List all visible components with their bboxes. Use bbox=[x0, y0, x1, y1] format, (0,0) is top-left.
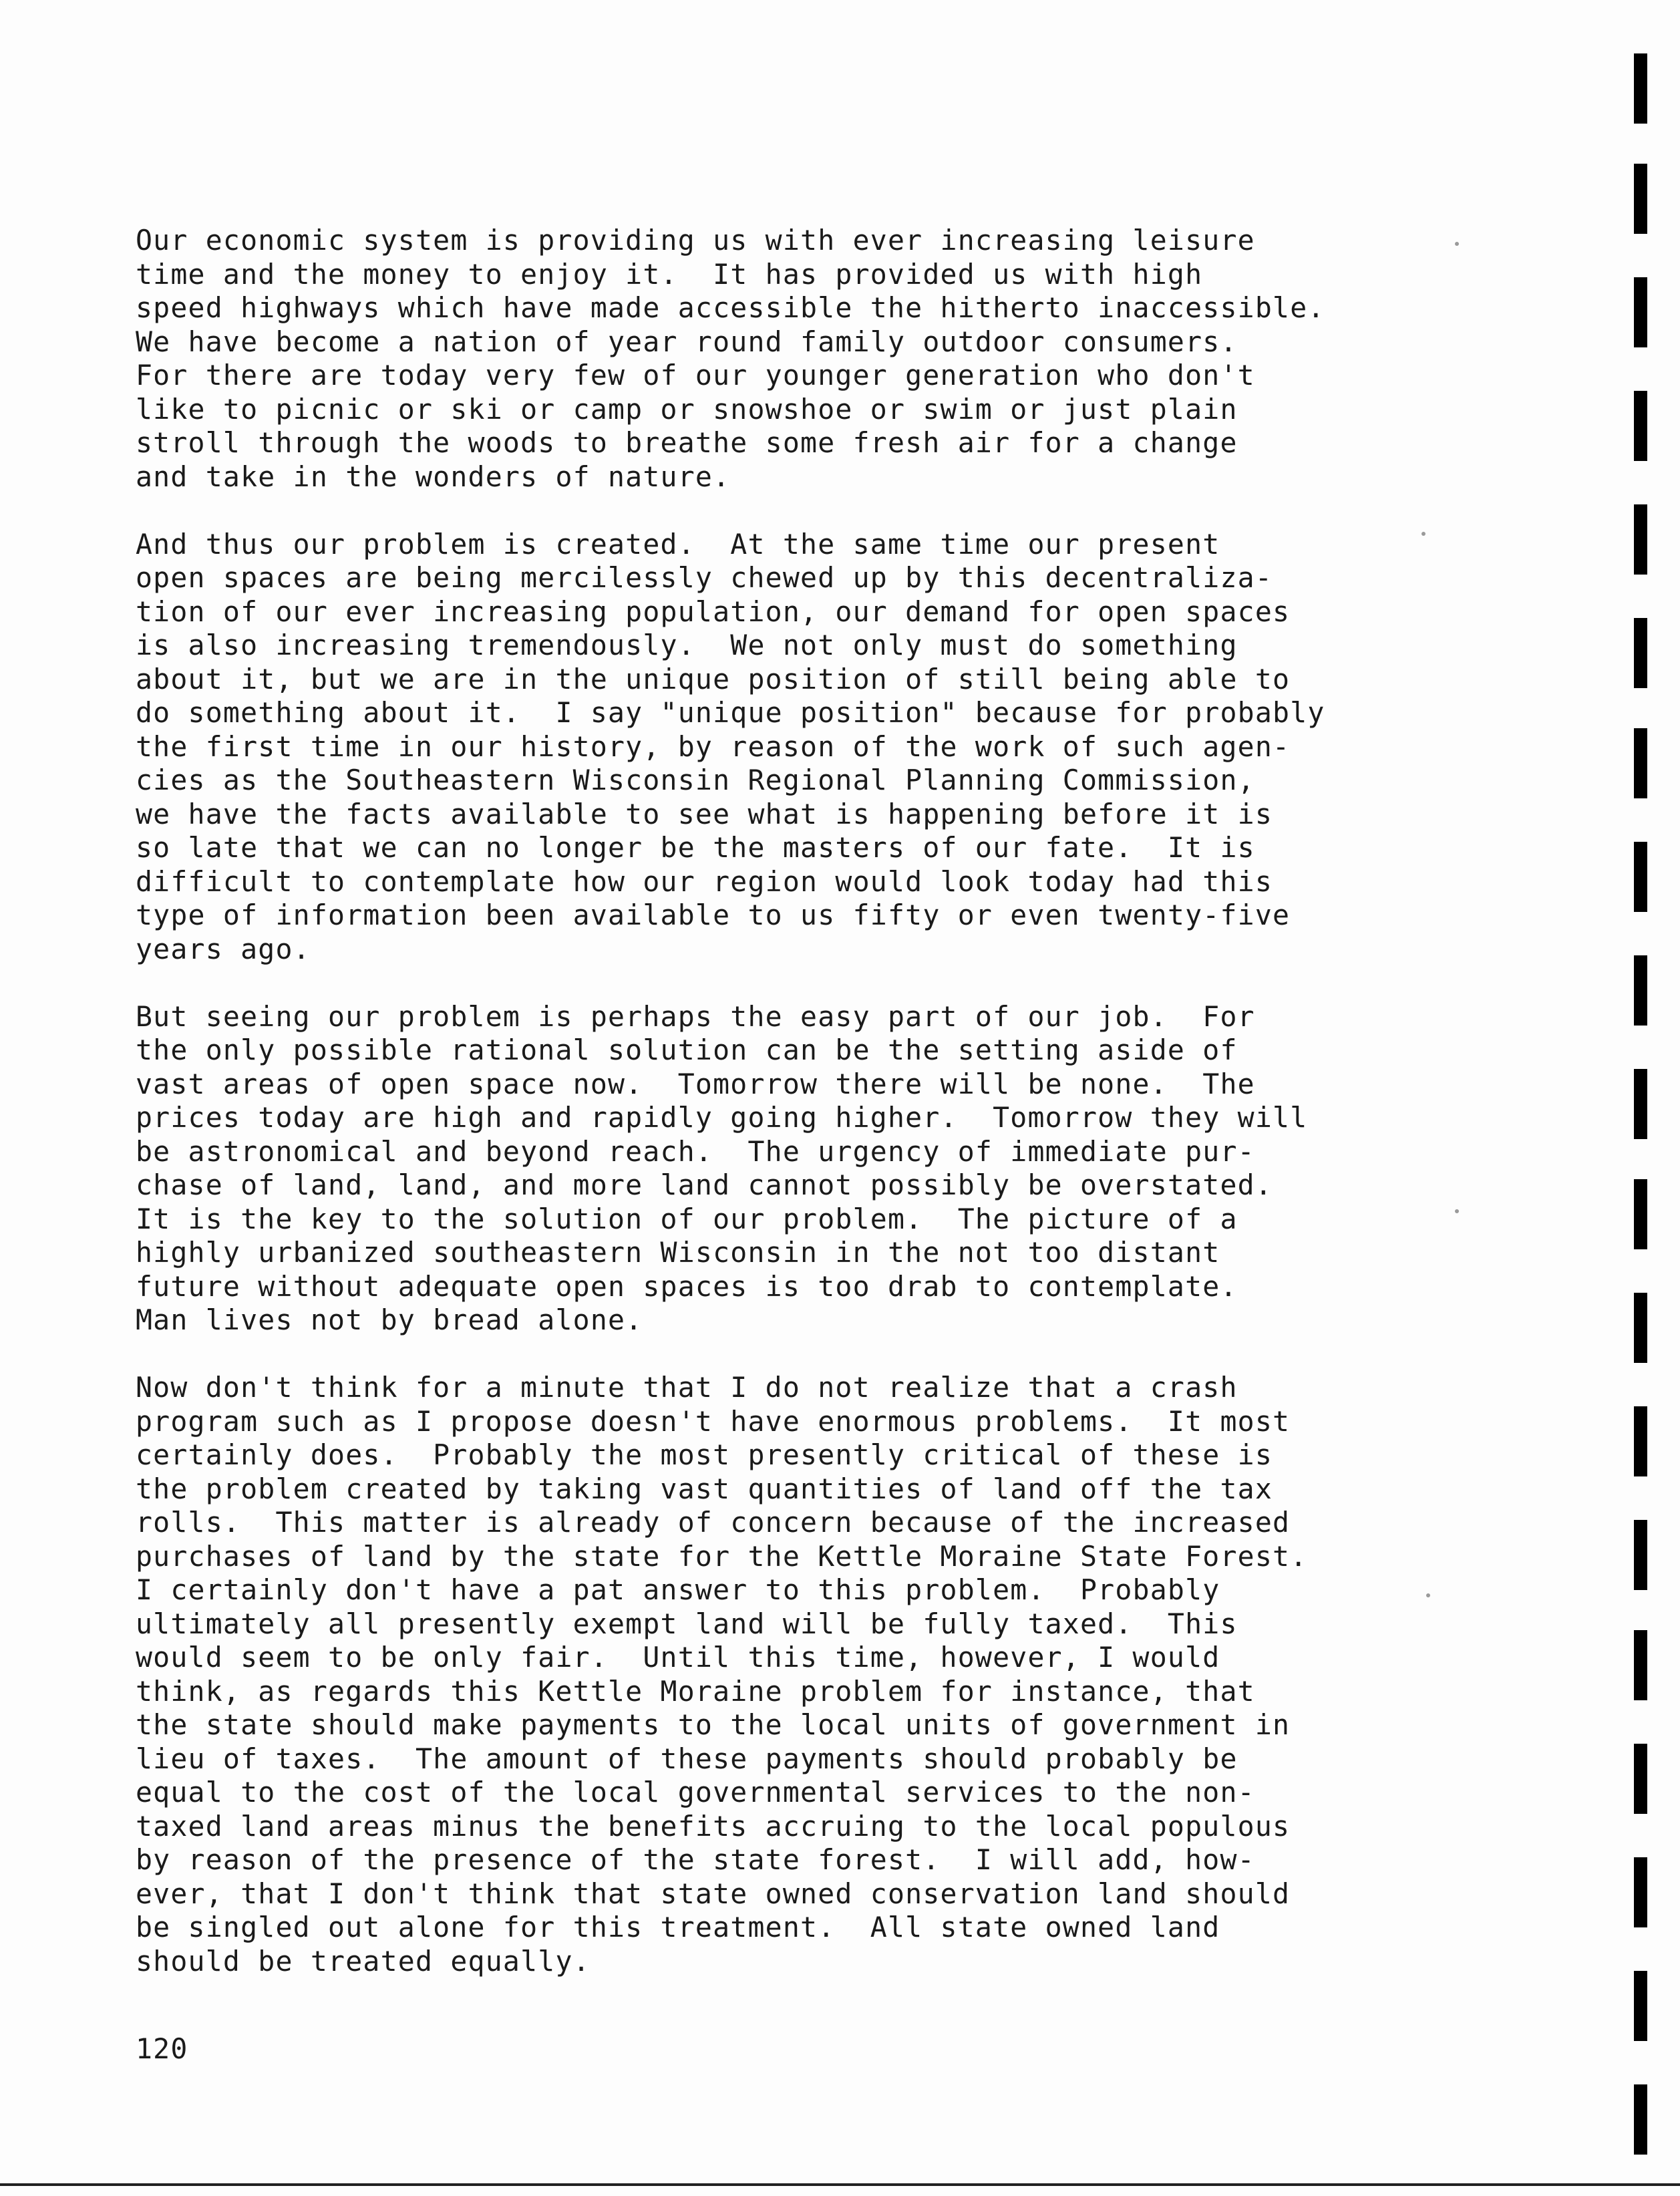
edge-mark bbox=[1634, 955, 1647, 1026]
edge-mark bbox=[1634, 391, 1647, 461]
scan-bottom-edge bbox=[0, 2183, 1680, 2186]
paragraph-problem-created: And thus our problem is created. At the same time our present open spaces are being mercilessly chewed up by this decentraliza- tion of our ever increasing population, our demand for open spaces is also increasing tremendously. We not only must do something about it, but we are in the unique position of still being able to do something about it. I say "unique position" because for probably the first time in our history, by reason of the work of such agen- cies as the Southeastern Wisconsin Regional Planning Commission, we have the facts available to see what is happening before it is so late that we can no longer be the masters of our fate. It is difficult to contemplate how our region would look today had this type of information been available to us fifty or even twenty-five years ago. bbox=[136, 527, 1325, 965]
edge-mark bbox=[1634, 728, 1647, 798]
edge-mark bbox=[1634, 1406, 1647, 1476]
edge-mark bbox=[1634, 2084, 1647, 2155]
edge-mark bbox=[1634, 1520, 1647, 1590]
edge-mark bbox=[1634, 277, 1647, 347]
edge-mark bbox=[1634, 842, 1647, 912]
paragraph-tax-problem: Now don't think for a minute that I do not realize that a crash program such as I propose doesn't have enormous problems. It most certainly does. Probably the most presently critical of these is the problem created by taking vast quantities of land off the tax rolls. This matter is already of concern because of the increased purchases of land by the state for the Kettle Moraine State Forest. I certainly don't have a pat answer to this problem. Probably ultimately all presently exempt land will be fully taxed. This would seem to be only fair. Until this time, however, I would think, as regards this Kettle Moraine problem for instance, that the state should make payments to the local units of government in lieu of taxes. The amount of these payments should probably be equal to the cost of the local governmental services to the non- taxed land areas minus the benefits accruing to the local populous by reason of the presence of the state forest. I will add, how- ever, that I don't think that state owned conservation land should be singled out alone for this treatment. All state owned land should be treated equally. bbox=[136, 1371, 1308, 1978]
edge-mark bbox=[1634, 1971, 1647, 2041]
edge-mark bbox=[1634, 1293, 1647, 1363]
edge-mark bbox=[1634, 1744, 1647, 1814]
edge-mark bbox=[1634, 1069, 1647, 1139]
edge-mark bbox=[1634, 1630, 1647, 1700]
body-text bbox=[136, 224, 1512, 2012]
scan-edge-marks bbox=[1634, 0, 1649, 2196]
paragraph-leisure: Our economic system is providing us with ever increasing leisure time and the money to enjoy it. It has provided us with high speed highways which have made accessible the hitherto inaccessible. We have become a nation of year round family outdoor consumers. For there are today very few of our younger generation who don't like to picnic or ski or camp or snowshoe or swim or just plain stroll through the woods to breathe some fresh air for a change and take in the wonders of nature. bbox=[136, 224, 1325, 493]
edge-mark bbox=[1634, 504, 1647, 575]
edge-mark bbox=[1634, 1857, 1647, 1927]
edge-mark bbox=[1634, 1179, 1647, 1249]
scan-speck bbox=[1455, 1209, 1459, 1213]
scan-speck bbox=[1455, 242, 1459, 246]
scan-speck bbox=[1426, 1593, 1430, 1597]
edge-mark bbox=[1634, 618, 1647, 688]
edge-mark bbox=[1634, 164, 1647, 234]
paragraph-solution: But seeing our problem is perhaps the easy part of our job. For the only possible rational solution can be the setting aside of vast areas of open space now. Tomorrow there will be none. The prices today are high and rapidly going higher. Tomorrow they will be astronomical and beyond reach. The urgency of immediate pur- chase of land, land, and more land cannot possibly be overstated. It is the key to the solution of our problem. The picture of a highly urbanized southeastern Wisconsin in the not too distant future without adequate open spaces is too drab to contemplate. Man lives not by bread alone. bbox=[136, 999, 1308, 1336]
edge-mark bbox=[1634, 53, 1647, 124]
page-number: 120 bbox=[136, 2032, 188, 2065]
scan-speck bbox=[1421, 532, 1425, 536]
